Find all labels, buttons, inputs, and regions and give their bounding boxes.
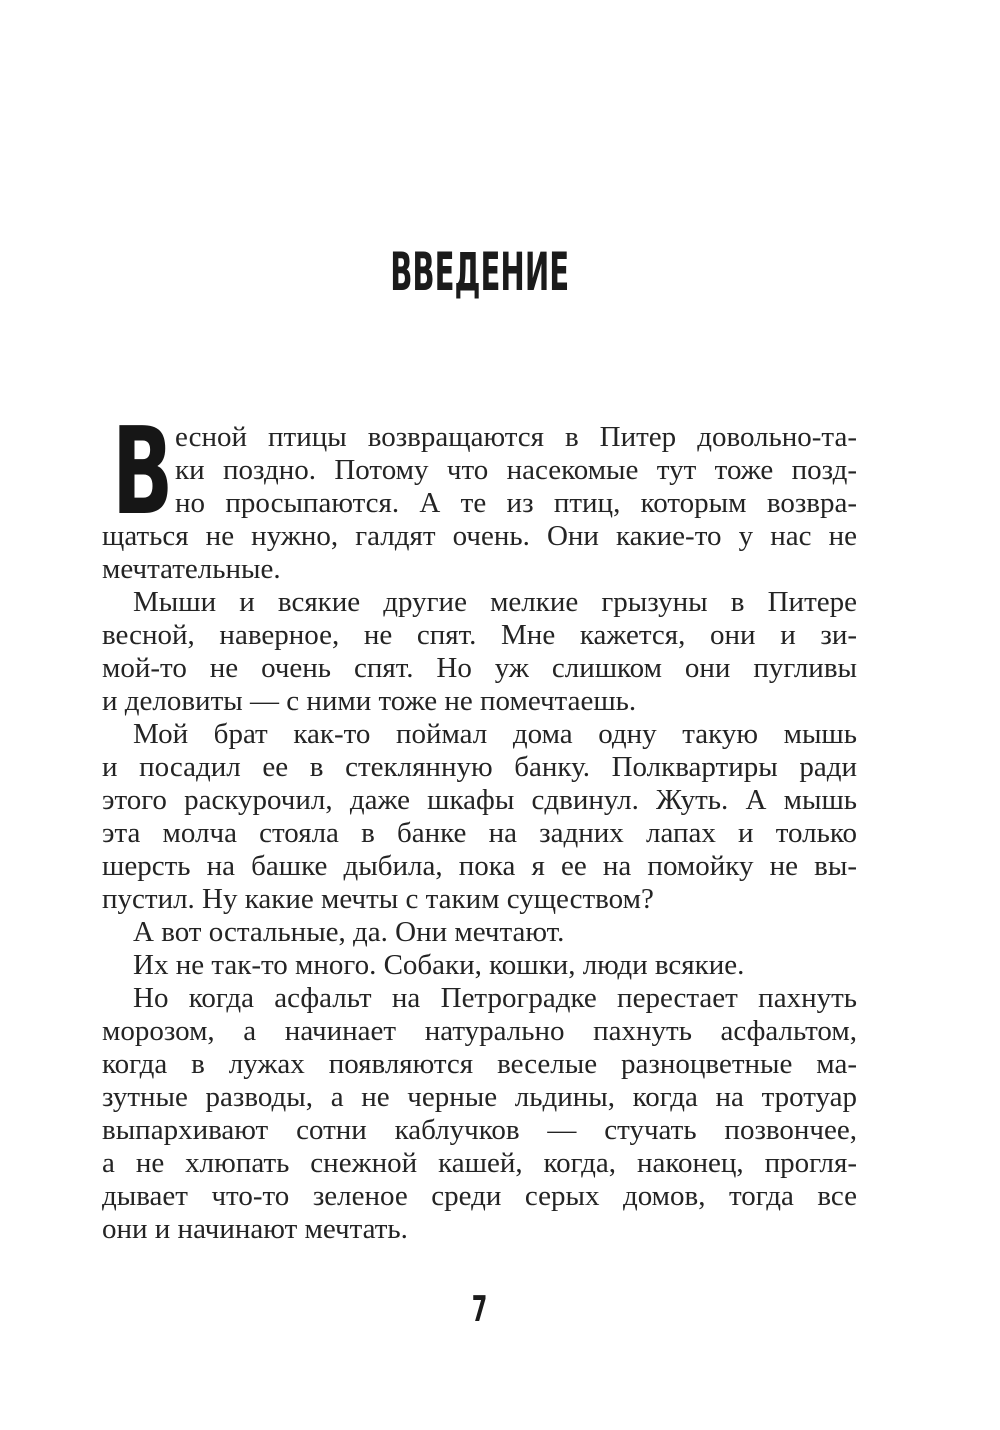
text-line: Но когда асфальт на Петроградке перестает пахнуть [133, 982, 857, 1014]
text-line: они и начинают мечтать. [102, 1213, 408, 1245]
paragraph [102, 949, 857, 982]
paragraph [102, 586, 857, 718]
drop-cap-letter: В [112, 403, 174, 542]
text-line: Мой брат как-то поймал дома одну такую мышь [133, 718, 857, 750]
text-line: эта молча стояла в банке на задних лапах и только [102, 817, 857, 849]
chapter-title: ВВЕДЕНИЕ [390, 242, 569, 303]
paragraph [102, 982, 857, 1246]
page-number: 7 [471, 1289, 488, 1330]
text-line: а не хлюпать снежной кашей, когда, наконец, прогля- [102, 1147, 857, 1179]
text-line: и деловиты — с ними тоже не помечтаешь. [102, 685, 637, 717]
text-line: и посадил ее в стеклянную банку. Полквартиры ради [102, 751, 857, 783]
chapter-title-container [102, 242, 857, 303]
text-line: мечтательные. [102, 553, 281, 585]
text-line: когда в лужах появляются веселые разноцветные ма- [102, 1048, 857, 1080]
text-line: зутные разводы, а не черные льдины, когда на тротуар [102, 1081, 857, 1113]
text-line: А вот остальные, да. Они мечтают. [133, 916, 565, 948]
body-text [102, 403, 857, 1246]
text-line: шерсть на башке дыбила, пока я ее на помойку не вы- [102, 850, 857, 882]
text-line: мой-то не очень спят. Но уж слишком они пугливы [102, 652, 857, 684]
text-line: но просыпаются. А те из птиц, которым возвра- [175, 487, 857, 519]
text-line: весной, наверное, не спят. Мне кажется, они и зи- [102, 619, 857, 651]
page-number-container [102, 1289, 857, 1330]
paragraph [102, 403, 857, 586]
text-line: щаться не нужно, галдят очень. Они какие-то у нас не [102, 520, 857, 552]
text-line: морозом, а начинает натурально пахнуть асфальтом, [102, 1015, 857, 1047]
text-line: Их не так-то много. Собаки, кошки, люди всякие. [133, 949, 745, 981]
paragraph [102, 916, 857, 949]
text-line: выпархивают сотни каблучков — стучать позвончее, [102, 1114, 857, 1146]
text-line: есной птицы возвращаются в Питер довольно-та- [175, 421, 857, 453]
text-line: ки поздно. Потому что насекомые тут тоже позд- [175, 454, 857, 486]
text-line: дывает что-то зеленое среди серых домов, тогда все [102, 1180, 857, 1212]
text-line: пустил. Ну какие мечты с таким существом? [102, 883, 654, 915]
paragraph [102, 718, 857, 916]
drop-cap [102, 403, 175, 542]
text-line: этого раскурочил, даже шкафы сдвинул. Жуть. А мышь [102, 784, 857, 816]
text-line: Мыши и всякие другие мелкие грызуны в Питере [133, 586, 857, 618]
